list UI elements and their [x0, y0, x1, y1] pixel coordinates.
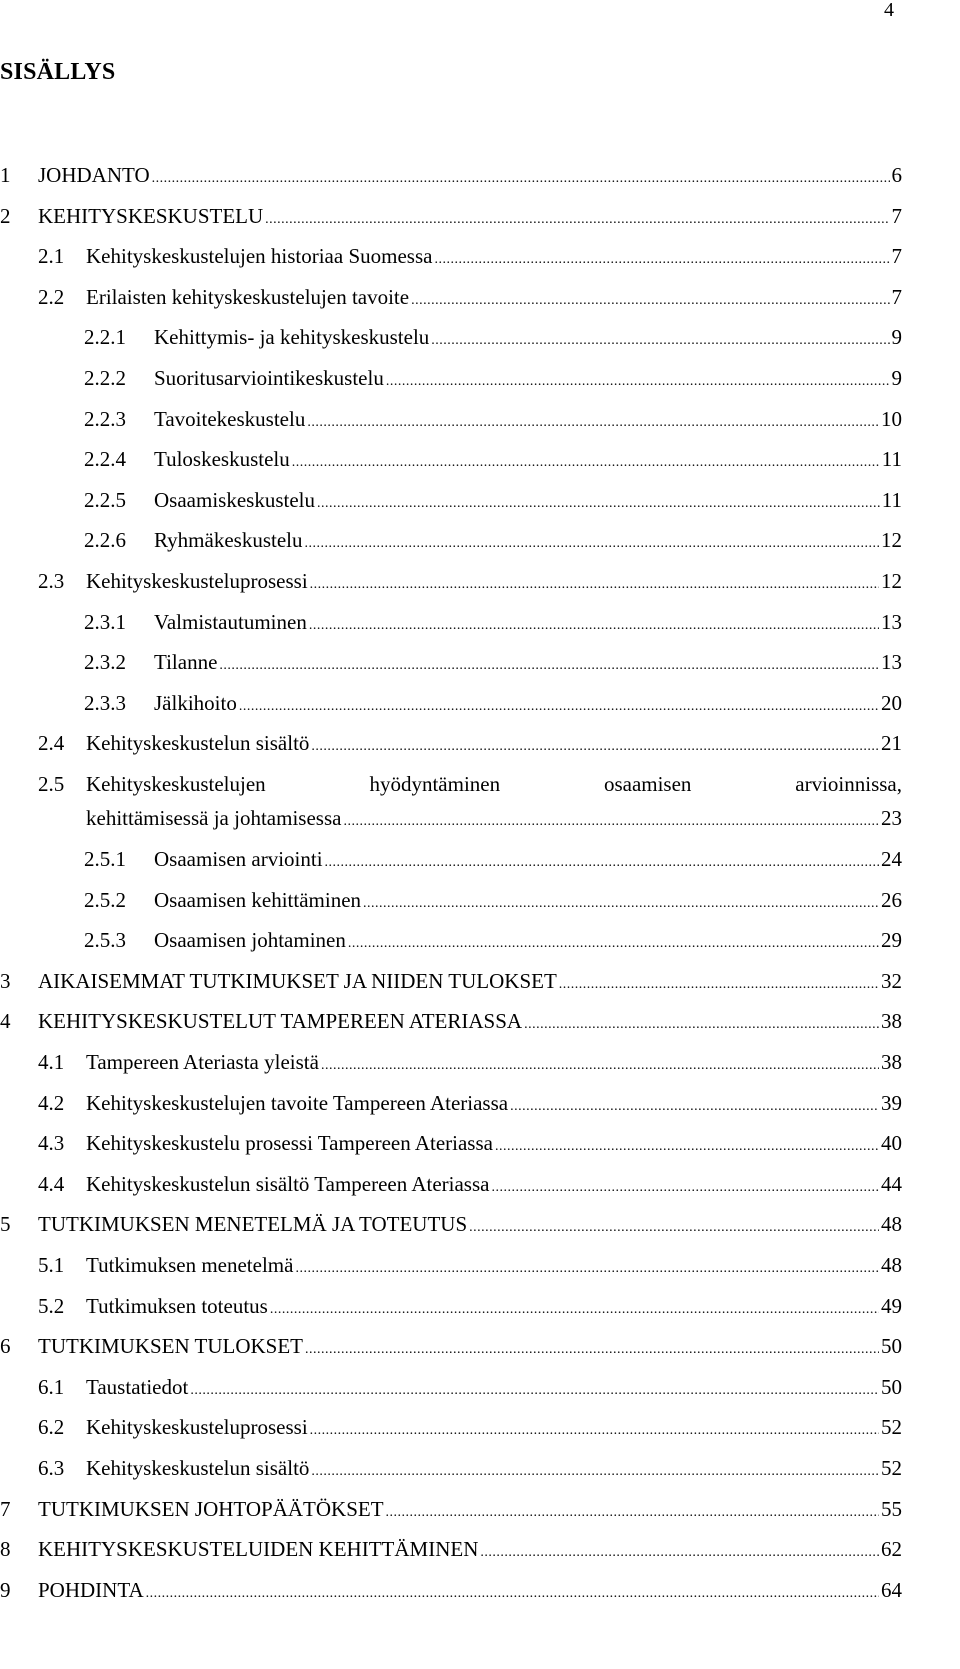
- toc-entry-page: 52: [881, 1415, 902, 1439]
- toc-entry-row: [154, 404, 902, 434]
- toc-entry-title: Tampereen Ateriasta yleistä: [86, 1050, 319, 1074]
- dot-leader: [363, 889, 879, 919]
- toc-entry-number: 4: [0, 1009, 11, 1033]
- toc-entry-title: KEHITYSKESKUSTELUT TAMPEREEN ATERIASSA: [38, 1009, 523, 1033]
- toc-entry-row: [154, 444, 902, 474]
- toc-entry-number: 2.5.3: [84, 928, 126, 952]
- toc-entry-number: 5.1: [38, 1253, 65, 1277]
- toc-entry-row: [86, 1291, 902, 1321]
- dot-leader: [386, 1498, 879, 1528]
- toc-entry-page: 48: [881, 1212, 902, 1236]
- toc-entry-page: 12: [881, 528, 902, 552]
- dot-leader: [309, 611, 879, 641]
- toc-entry-title: Kehityskeskustelujen tavoite Tampereen Ateriassa: [86, 1091, 509, 1115]
- toc-entry-title: TUTKIMUKSEN JOHTOPÄÄTÖKSET: [38, 1497, 384, 1521]
- toc-entry-number: 2.3.1: [84, 610, 126, 634]
- toc-entry-title: Ryhmäkeskustelu: [154, 528, 303, 552]
- dot-leader: [524, 1010, 879, 1040]
- toc-entry-title: Osaamisen kehittäminen: [154, 888, 362, 912]
- dot-leader: [317, 489, 880, 519]
- dot-leader: [219, 651, 879, 681]
- toc-entry[interactable]: [0, 925, 902, 955]
- toc-entry-page: 26: [881, 888, 902, 912]
- toc-entry-number: 2.2.1: [84, 325, 126, 349]
- toc-entry[interactable]: [0, 966, 902, 996]
- toc-entry-title: Taustatiedot: [86, 1375, 189, 1399]
- toc-entry[interactable]: [0, 363, 902, 393]
- toc-entry-page: 48: [881, 1253, 902, 1277]
- toc-entry-row: [38, 1534, 902, 1564]
- toc-entry[interactable]: [0, 1209, 902, 1239]
- toc-entry-number: 2.5.2: [84, 888, 126, 912]
- toc-entry-page: 24: [881, 847, 902, 871]
- toc-entry-row: [86, 1412, 902, 1442]
- toc-entry-page: 21: [881, 731, 902, 755]
- toc-entry-row: [86, 1088, 902, 1118]
- dot-leader: [310, 570, 879, 600]
- toc-entry-title: Jälkihoito: [154, 691, 237, 715]
- toc-entry-page: 29: [881, 928, 902, 952]
- toc-entry-row: [86, 728, 902, 758]
- dot-leader: [510, 1092, 879, 1122]
- dot-leader: [265, 205, 889, 235]
- dot-leader: [307, 408, 879, 438]
- toc-entry-row: [38, 1331, 902, 1361]
- dot-leader: [325, 848, 879, 878]
- toc-entry-page: 20: [881, 691, 902, 715]
- toc-entry-title: JOHDANTO: [38, 163, 150, 187]
- toc-entry-number: 6.1: [38, 1375, 65, 1399]
- toc-entry[interactable]: [0, 1372, 902, 1402]
- toc-entry[interactable]: [0, 1291, 902, 1321]
- toc-entry-number: 5.2: [38, 1294, 65, 1318]
- toc-entry-number: 4.1: [38, 1050, 65, 1074]
- toc-entry-page: 38: [881, 1050, 902, 1074]
- toc-entry-page: 50: [881, 1334, 902, 1358]
- toc-entry-row: [154, 647, 902, 677]
- toc-entry-page: 12: [881, 569, 902, 593]
- toc-entry-title-word: arvioinnissa,: [795, 772, 902, 796]
- toc-entry-page: 10: [881, 407, 902, 431]
- toc-entry-title: POHDINTA: [38, 1578, 144, 1602]
- toc-entry-title: Suoritusarviointikeskustelu: [154, 366, 384, 390]
- toc-entry-page: 55: [881, 1497, 902, 1521]
- toc-entry-number: 2.3.2: [84, 650, 126, 674]
- toc-entry[interactable]: [0, 444, 902, 474]
- toc-entry-row: [38, 1006, 902, 1036]
- toc-entry[interactable]: [0, 1250, 902, 1280]
- toc-entry-row: [86, 241, 902, 271]
- dot-leader: [491, 1173, 879, 1203]
- toc-entry-row: [154, 322, 902, 352]
- toc-entry-title: Kehittymis- ja kehityskeskustelu: [154, 325, 430, 349]
- toc-entry-page: 49: [881, 1294, 902, 1318]
- toc-entry[interactable]: [0, 607, 902, 637]
- toc-entry-row: [38, 1575, 902, 1605]
- toc-entry-title: KEHITYSKESKUSTELUIDEN KEHITTÄMINEN: [38, 1537, 479, 1561]
- toc-entry-number: 6.2: [38, 1415, 65, 1439]
- toc-entry[interactable]: [0, 1534, 902, 1564]
- toc-entry-title: Kehityskeskustelun sisältö Tampereen Ateriassa: [86, 1172, 490, 1196]
- toc-entry[interactable]: [0, 885, 902, 915]
- toc-entry-title: Tutkimuksen toteutus: [86, 1294, 268, 1318]
- toc-entry-title: Tutkimuksen menetelmä: [86, 1253, 294, 1277]
- toc-entry-row: [86, 803, 902, 833]
- toc-entry-title: Osaamisen johtaminen: [154, 928, 346, 952]
- toc-entry-number: 6: [0, 1334, 11, 1358]
- toc-entry[interactable]: [0, 282, 902, 312]
- dot-leader: [321, 1051, 879, 1081]
- toc-entry-row: [86, 282, 902, 312]
- toc-entry-row: [154, 525, 902, 555]
- toc-entry[interactable]: [0, 160, 902, 190]
- toc-entry-title: Erilaisten kehityskeskustelujen tavoite: [86, 285, 410, 309]
- toc-entry[interactable]: [0, 322, 902, 352]
- dot-leader: [469, 1213, 879, 1243]
- toc-entry-page: 9: [891, 325, 902, 349]
- dot-leader: [304, 529, 879, 559]
- dot-leader: [311, 732, 879, 762]
- toc-entry-title: Kehityskeskustelun sisältö: [86, 731, 310, 755]
- toc-entry[interactable]: [0, 1088, 902, 1118]
- toc-entry-page: 32: [881, 969, 902, 993]
- toc-entry-title: TUTKIMUKSEN TULOKSET: [38, 1334, 304, 1358]
- toc-entry-page: 52: [881, 1456, 902, 1480]
- toc-entry-page: 39: [881, 1091, 902, 1115]
- toc-entry[interactable]: [0, 1128, 902, 1158]
- toc-entry-number: 2.3: [38, 569, 65, 593]
- toc-entry-row: [154, 885, 902, 915]
- toc-entry-number: 3: [0, 969, 11, 993]
- toc-entry-number: 4.4: [38, 1172, 65, 1196]
- toc-entry-row: [154, 925, 902, 955]
- toc-heading: SISÄLLYS: [0, 59, 116, 85]
- toc-entry-row: [38, 1209, 902, 1239]
- dot-leader: [305, 1335, 879, 1365]
- toc-entry[interactable]: [0, 485, 902, 515]
- dot-leader: [495, 1132, 879, 1162]
- toc-entry-number: 2.1: [38, 244, 65, 268]
- toc-entry-page: 7: [891, 244, 902, 268]
- toc-entry-number: 7: [0, 1497, 11, 1521]
- dot-leader: [434, 245, 889, 275]
- toc-entry-page: 6: [891, 163, 902, 187]
- toc-entry[interactable]: [0, 769, 902, 833]
- toc-entry-title: Kehityskeskustelujen historiaa Suomessa: [86, 244, 433, 268]
- dot-leader: [311, 1457, 879, 1487]
- toc-entry-number: 2.5.1: [84, 847, 126, 871]
- dot-leader: [431, 326, 889, 356]
- dot-leader: [239, 692, 879, 722]
- toc-entry[interactable]: [0, 1047, 902, 1077]
- toc-entry[interactable]: [0, 1331, 902, 1361]
- toc-entry-page: 11: [881, 447, 902, 471]
- toc-entry-number: 2.2.3: [84, 407, 126, 431]
- toc-entry-page: 9: [891, 366, 902, 390]
- toc-entry-page: 40: [881, 1131, 902, 1155]
- toc-entry-number: 1: [0, 163, 11, 187]
- toc-entry-row: [38, 1494, 902, 1524]
- toc-entry-title: Kehityskeskusteluprosessi: [86, 569, 308, 593]
- toc-entry-page: 11: [881, 488, 902, 512]
- toc-entry-title: Kehityskeskustelun sisältö: [86, 1456, 310, 1480]
- dot-leader: [480, 1538, 879, 1568]
- toc-entry-number: 2.2.2: [84, 366, 126, 390]
- toc-entry[interactable]: [0, 688, 902, 718]
- toc-entry-row: [86, 1453, 902, 1483]
- toc-entry-number: 8: [0, 1537, 11, 1561]
- toc-entry[interactable]: [0, 201, 902, 231]
- toc-entry-row: [38, 966, 902, 996]
- toc-entry-row: [38, 160, 902, 190]
- toc-entry-title: KEHITYSKESKUSTELU: [38, 204, 264, 228]
- toc-entry-row: [86, 1372, 902, 1402]
- toc-entry-page: 23: [881, 806, 902, 830]
- toc-entry-title: Kehityskeskustelu prosessi Tampereen Ateriassa: [86, 1131, 493, 1155]
- toc-entry-page: 38: [881, 1009, 902, 1033]
- dot-leader: [411, 286, 889, 316]
- dot-leader: [292, 448, 880, 478]
- toc-entry[interactable]: [0, 404, 902, 434]
- toc-entry-number: 2: [0, 204, 11, 228]
- toc-entry-row: [86, 1169, 902, 1199]
- toc-entry-number: 2.2.6: [84, 528, 126, 552]
- toc-entry-row: [154, 607, 902, 637]
- toc-entry-page: 7: [891, 204, 902, 228]
- dot-leader: [146, 1579, 879, 1609]
- dot-leader: [190, 1376, 879, 1406]
- toc-entry[interactable]: [0, 1494, 902, 1524]
- toc-entry-title: TUTKIMUKSEN MENETELMÄ JA TOTEUTUS: [38, 1212, 468, 1236]
- toc-entry[interactable]: [0, 647, 902, 677]
- toc-entry-page: 44: [881, 1172, 902, 1196]
- toc-entry-number: 6.3: [38, 1456, 65, 1480]
- toc-entry-number: 2.5: [38, 772, 65, 796]
- toc-entry-row: [154, 485, 902, 515]
- dot-leader: [152, 164, 890, 194]
- dot-leader: [310, 1416, 879, 1446]
- toc-entry-row: [86, 1047, 902, 1077]
- dot-leader: [348, 929, 879, 959]
- toc-entry-page: 50: [881, 1375, 902, 1399]
- toc-entry[interactable]: [0, 1412, 902, 1442]
- toc-entry-row: [86, 1128, 902, 1158]
- toc-entry-title-word: osaamisen: [603, 772, 692, 796]
- toc-entry-title: Osaamisen arviointi: [154, 847, 323, 871]
- toc-entry-page: 62: [881, 1537, 902, 1561]
- toc-entry-page: 13: [881, 650, 902, 674]
- dot-leader: [386, 367, 890, 397]
- toc-entry-row: [154, 844, 902, 874]
- toc-entry-title: Kehityskeskusteluprosessi: [86, 1415, 308, 1439]
- dot-leader: [270, 1295, 879, 1325]
- toc-entry-title: kehittämisessä ja johtamisessa: [86, 806, 342, 830]
- toc-entry-title: Tilanne: [154, 650, 218, 674]
- toc-entry[interactable]: [0, 844, 902, 874]
- toc-entry-title-word: hyödyntäminen: [369, 772, 501, 796]
- dot-leader: [295, 1254, 879, 1284]
- toc-entry-number: 2.3.3: [84, 691, 126, 715]
- toc-entry[interactable]: [0, 1006, 902, 1036]
- toc-entry-title: Osaamiskeskustelu: [154, 488, 315, 512]
- toc-entry[interactable]: [0, 1169, 902, 1199]
- toc-entry-row: [154, 363, 902, 393]
- toc-entry[interactable]: [0, 1575, 902, 1605]
- toc-entry-page: 13: [881, 610, 902, 634]
- toc-entry[interactable]: [0, 728, 902, 758]
- toc-entry-row: [86, 1250, 902, 1280]
- toc-entry-number: 2.2.5: [84, 488, 126, 512]
- toc-entry[interactable]: [0, 1453, 902, 1483]
- toc-entry[interactable]: [0, 566, 902, 596]
- toc-entry-number: 4.2: [38, 1091, 65, 1115]
- toc-entry-title-line1: [86, 769, 902, 799]
- toc-entry-row: [38, 201, 902, 231]
- toc-entry-row: [86, 566, 902, 596]
- page-number: 4: [884, 0, 894, 21]
- toc-entry-title: AIKAISEMMAT TUTKIMUKSET JA NIIDEN TULOKSET: [38, 969, 557, 993]
- toc-entry-number: 5: [0, 1212, 11, 1236]
- toc-entry-page: 64: [881, 1578, 902, 1602]
- toc-entry-number: 2.2: [38, 285, 65, 309]
- toc-entry-number: 2.2.4: [84, 447, 126, 471]
- toc-entry-title: Tavoitekeskustelu: [154, 407, 306, 431]
- toc-entry-row: [154, 688, 902, 718]
- toc-entry-number: 9: [0, 1578, 11, 1602]
- dot-leader: [343, 807, 879, 837]
- dot-leader: [559, 970, 879, 1000]
- toc-entry-title-word: Kehityskeskustelujen: [86, 772, 266, 796]
- toc-entry-number: 4.3: [38, 1131, 65, 1155]
- toc-entry-title: Valmistautuminen: [154, 610, 307, 634]
- toc-entry[interactable]: [0, 525, 902, 555]
- toc-entry-page: 7: [891, 285, 902, 309]
- toc-entry[interactable]: [0, 241, 902, 271]
- toc-entry-title: Tuloskeskustelu: [154, 447, 290, 471]
- toc-entry-number: 2.4: [38, 731, 65, 755]
